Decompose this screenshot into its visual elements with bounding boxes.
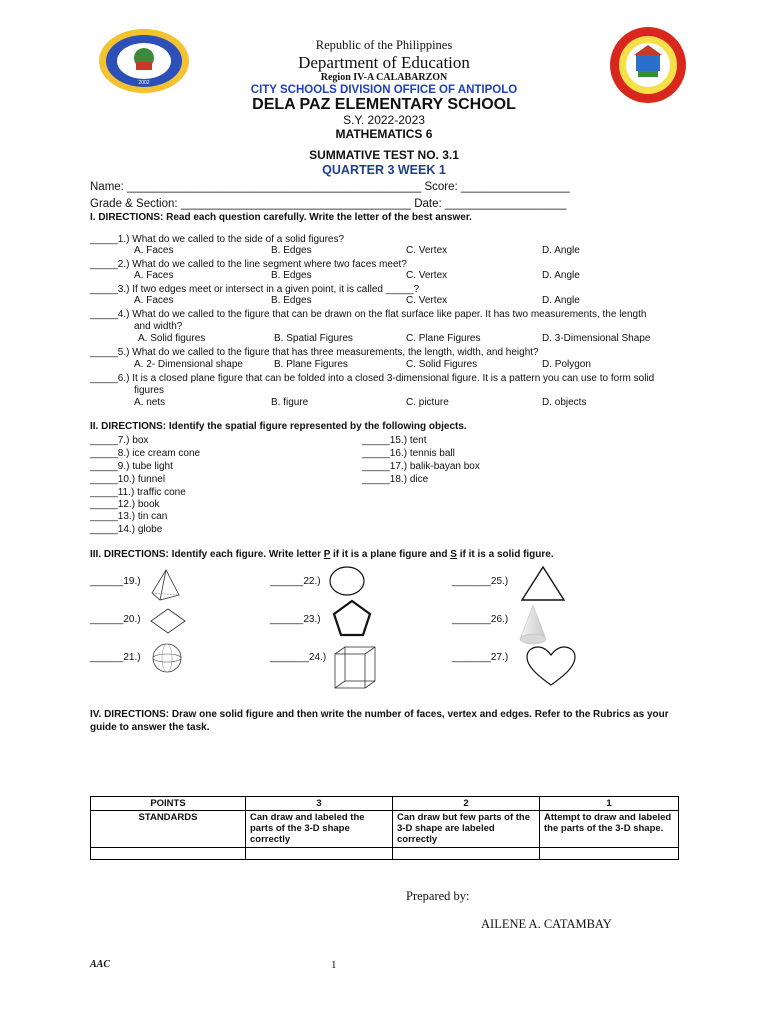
q5-option-a: A. 2- Dimensional shape: [134, 359, 243, 370]
triangle-icon: [518, 564, 568, 604]
part3-dir-c: if it is a solid figure.: [456, 549, 554, 560]
item-26: _______26.): [452, 614, 509, 625]
school-year: S.Y. 2022-2023: [343, 113, 425, 127]
footer-initials: AAC: [90, 959, 111, 970]
q4-option-d: D. 3-Dimensional Shape: [542, 333, 651, 344]
rhombus-icon: [148, 606, 188, 636]
item-10: _____10.) funnel: [90, 474, 166, 485]
q2-option-c: C. Vertex: [406, 270, 448, 281]
page-number: 1: [331, 959, 337, 971]
sphere-icon: [150, 642, 184, 674]
item-18: _____18.) dice: [362, 474, 429, 485]
rubric-empty-cell[interactable]: [91, 848, 246, 860]
question-6: _____6.) It is a closed plane figure that can be folded into a closed 3-dimensional figure. It is a pattern you can use to form solid: [90, 373, 655, 384]
rubric-empty-cell[interactable]: [393, 848, 540, 860]
question-4: _____4.) What do we called to the figure that can be drawn on the flat surface like paper. It has two measurements, the length: [90, 309, 647, 320]
question-6-cont: figures: [134, 385, 165, 396]
name-field[interactable]: Name: ______________________________________________ Score: _________________: [90, 181, 570, 193]
part3-dir-b: if it is a plane figure and: [330, 549, 451, 560]
rubric-empty-row: [91, 848, 679, 860]
item-14: _____14.) globe: [90, 524, 163, 535]
prepared-by: Prepared by:: [406, 889, 470, 903]
letter-s: S: [450, 549, 457, 560]
q2-option-a: A. Faces: [134, 270, 174, 281]
region-line: Region IV-A CALABARZON: [320, 72, 448, 83]
item-21: ______21.): [90, 652, 141, 663]
item-8: _____8.) ice cream cone: [90, 448, 201, 459]
question-1: _____1.) What do we called to the side of a solid figures?: [90, 234, 345, 245]
pentagon-icon: [330, 598, 374, 638]
heart-icon: [524, 645, 578, 689]
q5-option-b: B. Plane Figures: [274, 359, 348, 370]
q5-option-d: D. Polygon: [542, 359, 591, 370]
item-20: ______20.): [90, 614, 141, 625]
q4-option-b: B. Spatial Figures: [274, 333, 353, 344]
rubric-table: [90, 796, 679, 860]
author-name: AILENE A. CATAMBAY: [481, 917, 612, 931]
q3-option-d: D. Angle: [542, 295, 580, 306]
rubric-cell-3: Can draw and labeled the parts of the 3-D shape correctly: [246, 811, 393, 848]
q6-option-d: D. objects: [542, 397, 587, 408]
q1-option-a: A. Faces: [134, 245, 174, 256]
part1-directions: I. DIRECTIONS: Read each question carefully. Write the letter of the best answer.: [90, 212, 472, 223]
item-11: _____11.) traffic cone: [90, 487, 186, 498]
school-name: DELA PAZ ELEMENTARY SCHOOL: [252, 96, 516, 113]
letter-p: P: [323, 549, 331, 560]
part3-dir-a: III. DIRECTIONS: Identify each figure. Write letter: [90, 549, 324, 560]
republic-line: Republic of the Philippines: [315, 38, 453, 52]
rubric-standards-label: STANDARDS: [91, 811, 246, 848]
part2-directions: II. DIRECTIONS: Identify the spatial figure represented by the following objects.: [90, 421, 467, 432]
q3-option-b: B. Edges: [271, 295, 312, 306]
rubric-header-2: 2: [393, 797, 540, 811]
division-line: CITY SCHOOLS DIVISION OFFICE OF ANTIPOLO: [250, 84, 518, 96]
q1-option-d: D. Angle: [542, 245, 580, 256]
item-17: _____17.) balik-bayan box: [362, 461, 480, 472]
question-5: _____5.) What do we called to the figure that has three measurements, the length, width, and height?: [90, 347, 539, 358]
part3-directions: [90, 549, 554, 560]
rubric-header-points: POINTS: [91, 797, 246, 811]
grade-field[interactable]: Grade & Section: ____________________________________ Date: ___________________: [90, 198, 567, 210]
item-16: _____16.) tennis ball: [362, 448, 455, 459]
part4-directions-line2: guide to answer the task.: [90, 722, 210, 733]
q6-option-c: C. picture: [406, 397, 449, 408]
q4-option-c: C. Plane Figures: [406, 333, 481, 344]
rubric-cell-2: Can draw but few parts of the 3-D shape are labeled correctly: [393, 811, 540, 848]
q5-option-c: C. Solid Figures: [406, 359, 478, 370]
rubric-standards-row: [91, 811, 679, 848]
rubric-empty-cell[interactable]: [246, 848, 393, 860]
q2-option-d: D. Angle: [542, 270, 580, 281]
q3-option-c: C. Vertex: [406, 295, 448, 306]
item-22: ______22.): [270, 576, 321, 587]
item-13: _____13.) tin can: [90, 511, 168, 522]
q6-option-b: B. figure: [271, 397, 309, 408]
rubric-empty-cell[interactable]: [540, 848, 679, 860]
item-27: _______27.): [452, 652, 509, 663]
item-19: ______19.): [90, 576, 141, 587]
rubric-header-1: 1: [540, 797, 679, 811]
q4-option-a: A. Solid figures: [138, 333, 206, 344]
question-2: _____2.) What do we called to the line segment where two faces meet?: [90, 259, 407, 270]
item-7: _____7.) box: [90, 435, 149, 446]
department-title: Department of Education: [298, 53, 470, 72]
item-24: _______24.): [270, 652, 327, 663]
q3-option-a: A. Faces: [134, 295, 174, 306]
test-title: SUMMATIVE TEST NO. 3.1: [309, 148, 459, 162]
pyramid-icon: [148, 567, 184, 603]
question-3: _____3.) If two edges meet or intersect in a given point, it is called _____?: [90, 284, 420, 295]
item-25: _______25.): [452, 576, 509, 587]
circle-icon: [326, 563, 368, 599]
q1-option-c: C. Vertex: [406, 245, 448, 256]
quarter-title: QUARTER 3 WEEK 1: [322, 163, 446, 177]
rubric-header-row: [91, 797, 679, 811]
rubric-header-3: 3: [246, 797, 393, 811]
q1-option-b: B. Edges: [271, 245, 312, 256]
cube-icon: [332, 644, 378, 692]
item-12: _____12.) book: [90, 499, 160, 510]
q6-option-a: A. nets: [134, 397, 166, 408]
subject-title: MATHEMATICS 6: [335, 127, 433, 141]
part4-directions-line1: IV. DIRECTIONS: Draw one solid figure and then write the number of faces, vertex and edges. Refer to the Rubrics as your: [90, 709, 669, 720]
item-23: ______23.): [270, 614, 321, 625]
question-4-cont: and width?: [134, 321, 183, 332]
item-15: _____15.) tent: [362, 435, 427, 446]
rubric-cell-1: Attempt to draw and labeled the parts of the 3-D shape.: [540, 811, 679, 848]
q2-option-b: B. Edges: [271, 270, 312, 281]
cone-icon: [518, 603, 548, 647]
deped-logo-year: 2002: [138, 80, 150, 86]
item-9: _____9.) tube light: [90, 461, 173, 472]
